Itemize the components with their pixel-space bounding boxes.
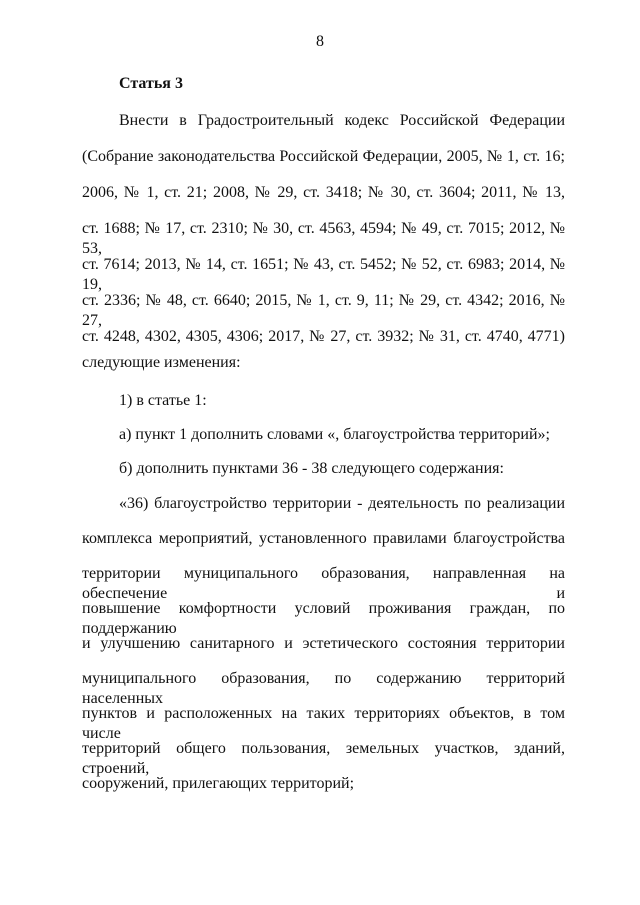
paragraph-line: следующие изменения: bbox=[82, 354, 241, 371]
article-heading: Статья 3 bbox=[119, 75, 183, 92]
paragraph-line: сооружений, прилегающих территорий; bbox=[82, 775, 355, 792]
paragraph-line: 2006, № 1, ст. 21; 2008, № 29, ст. 3418; № 30, ст. 3604; 2011, № 13, bbox=[82, 184, 565, 201]
page-number: 8 bbox=[316, 33, 324, 50]
list-item: а) пункт 1 дополнить словами «, благоустройства территорий»; bbox=[119, 426, 550, 443]
paragraph-line: территории муниципального образования, направленная на обеспечение и bbox=[82, 565, 565, 602]
paragraph-line: и улучшению санитарного и эстетического состояния территории bbox=[82, 635, 565, 652]
paragraph-line: повышение комфортности условий проживания граждан, по поддержанию bbox=[82, 600, 565, 637]
list-item: б) дополнить пунктами 36 - 38 следующего содержания: bbox=[119, 460, 504, 477]
paragraph-line: комплекса мероприятий, установленного правилами благоустройства bbox=[82, 530, 565, 547]
paragraph-line: территорий общего пользования, земельных участков, зданий, строений, bbox=[82, 740, 565, 777]
paragraph-line: «36) благоустройство территории - деятельность по реализации bbox=[119, 495, 565, 512]
paragraph-line: пунктов и расположенных на таких территориях объектов, в том числе bbox=[82, 705, 565, 742]
paragraph-line: (Собрание законодательства Российской Федерации, 2005, № 1, ст. 16; bbox=[82, 148, 565, 165]
paragraph-line: муниципального образования, по содержанию территорий населенных bbox=[82, 670, 565, 707]
paragraph-line: ст. 4248, 4302, 4305, 4306; 2017, № 27, ст. 3932; № 31, ст. 4740, 4771) bbox=[82, 328, 565, 345]
paragraph-line: Внести в Градостроительный кодекс Российской Федерации bbox=[119, 112, 565, 129]
list-item: 1) в статье 1: bbox=[119, 392, 207, 409]
paragraph-line: ст. 7614; 2013, № 14, ст. 1651; № 43, ст. 5452; № 52, ст. 6983; 2014, № 19, bbox=[82, 256, 565, 293]
paragraph-line: ст. 2336; № 48, ст. 6640; 2015, № 1, ст. 9, 11; № 29, ст. 4342; 2016, № 27, bbox=[82, 292, 565, 329]
paragraph-line: ст. 1688; № 17, ст. 2310; № 30, ст. 4563, 4594; № 49, ст. 7015; 2012, № 53, bbox=[82, 220, 565, 257]
